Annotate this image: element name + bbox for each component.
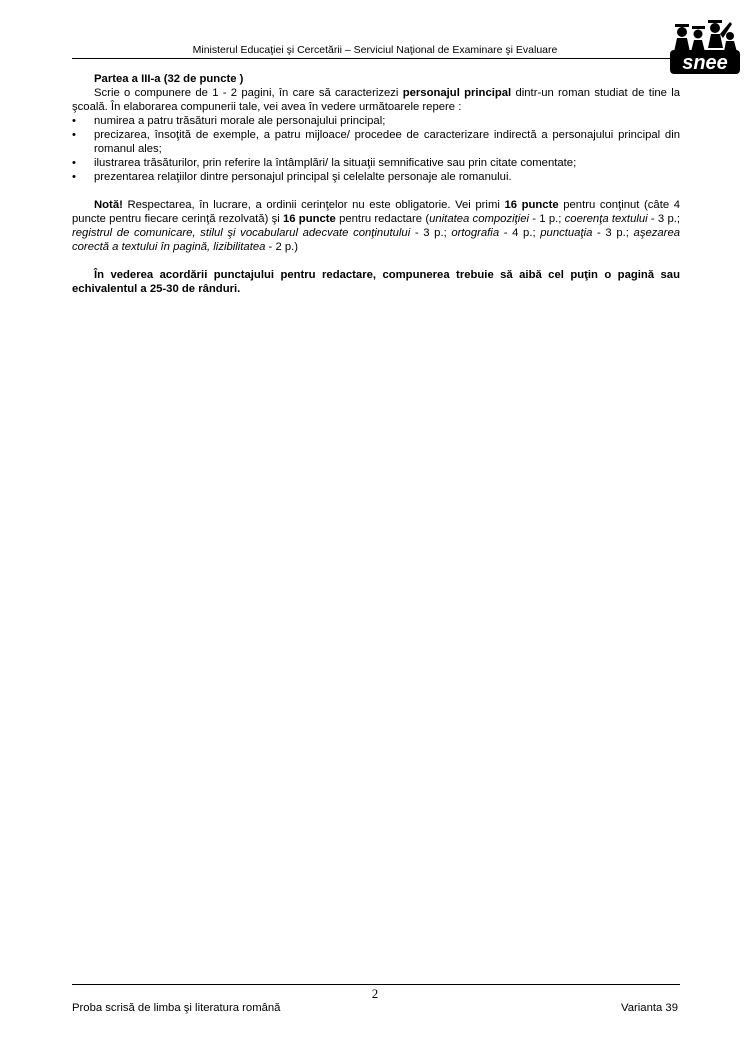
requirement-paragraph: În vederea acordării punctajului pentru redactare, compunerea trebuie să aibă cel puţin o pagină sau echivalentul a 25-30 de rânduri. bbox=[72, 269, 680, 295]
note-text: - 3 p.; bbox=[592, 227, 634, 239]
intro-text-2: dintr-un roman studiat de tine la şcoală. În elaborarea compunerii tale, vei avea în vedere următoarele repere : bbox=[72, 87, 681, 113]
graduates-silhouette-icon bbox=[668, 14, 740, 74]
bullet-icon: • bbox=[72, 157, 76, 169]
note-italic: punctuaţia bbox=[540, 227, 593, 239]
note-text: Respectarea, în lucrare, a ordinii cerinţelor nu este obligatorie. Vei primi bbox=[122, 199, 505, 211]
footer-subject: Proba scrisă de limba şi literatura română bbox=[72, 1002, 281, 1014]
bullet-icon: • bbox=[72, 129, 76, 141]
list-item-text: numirea a patru trăsături morale ale personajului principal; bbox=[94, 115, 386, 127]
bullet-icon: • bbox=[72, 171, 76, 183]
footer-variant: Varianta 39 bbox=[621, 1002, 678, 1014]
intro-paragraph bbox=[72, 86, 680, 114]
intro-bold: personajul principal bbox=[402, 87, 512, 99]
note-text: pentru redactare ( bbox=[335, 213, 430, 225]
list-item bbox=[72, 170, 680, 184]
note-text: - 1 p.; bbox=[529, 213, 565, 225]
note-italic: aşezarea corectă a textului în pagină, lizibilitatea bbox=[72, 227, 681, 253]
note-paragraph bbox=[72, 198, 680, 254]
note-text: - 3 p.; bbox=[647, 213, 681, 225]
snee-logo bbox=[668, 14, 740, 74]
list-item bbox=[72, 128, 680, 156]
note-text: - 4 p.; bbox=[499, 227, 541, 239]
note-italic: coerenţa textului bbox=[564, 213, 648, 225]
page-number: 2 bbox=[371, 986, 379, 1001]
header-title: Ministerul Educaţiei şi Cercetării – Serviciul Naţional de Examinare şi Evaluare bbox=[192, 44, 558, 56]
note-label: Notă! bbox=[94, 199, 123, 211]
list-item-text: prezentarea relaţiilor dintre personajul principal şi celelalte personaje ale romanului. bbox=[94, 171, 512, 183]
note-bold: 16 puncte bbox=[504, 199, 559, 211]
note-italic: unitatea compoziţiei bbox=[429, 213, 530, 225]
note-text: pentru conţinut (câte 4 puncte pentru fiecare cerinţă rezolvată) şi bbox=[72, 199, 680, 225]
part-heading: Partea a III-a (32 de puncte ) bbox=[94, 73, 244, 85]
list-item bbox=[72, 156, 680, 170]
bullet-icon: • bbox=[72, 115, 76, 127]
list-item-text: precizarea, însoţită de exemple, a patru mijloace/ procedee de caracterizare indirectă a personajului principal din romanul ales; bbox=[94, 129, 680, 155]
footer-divider bbox=[72, 984, 680, 985]
note-bold: 16 puncte bbox=[283, 213, 336, 225]
intro-text-1: Scrie o compunere de 1 - 2 pagini, în care să caracterizezi bbox=[94, 87, 403, 99]
note-italic: ortografia bbox=[451, 227, 500, 239]
note-italic: registrul de comunicare, stilul şi vocabularul adecvate conţinutului bbox=[72, 227, 411, 239]
note-text: - 3 p.; bbox=[410, 227, 452, 239]
list-item bbox=[72, 114, 680, 128]
logo-text: snee bbox=[682, 52, 728, 74]
header-divider bbox=[72, 58, 680, 59]
note-text: - 2 p.) bbox=[265, 241, 299, 253]
document-body bbox=[72, 72, 680, 296]
list-item-text: ilustrarea trăsăturilor, prin referire la întâmplări/ la situaţii semnificative sau prin citate comentate; bbox=[94, 157, 577, 169]
